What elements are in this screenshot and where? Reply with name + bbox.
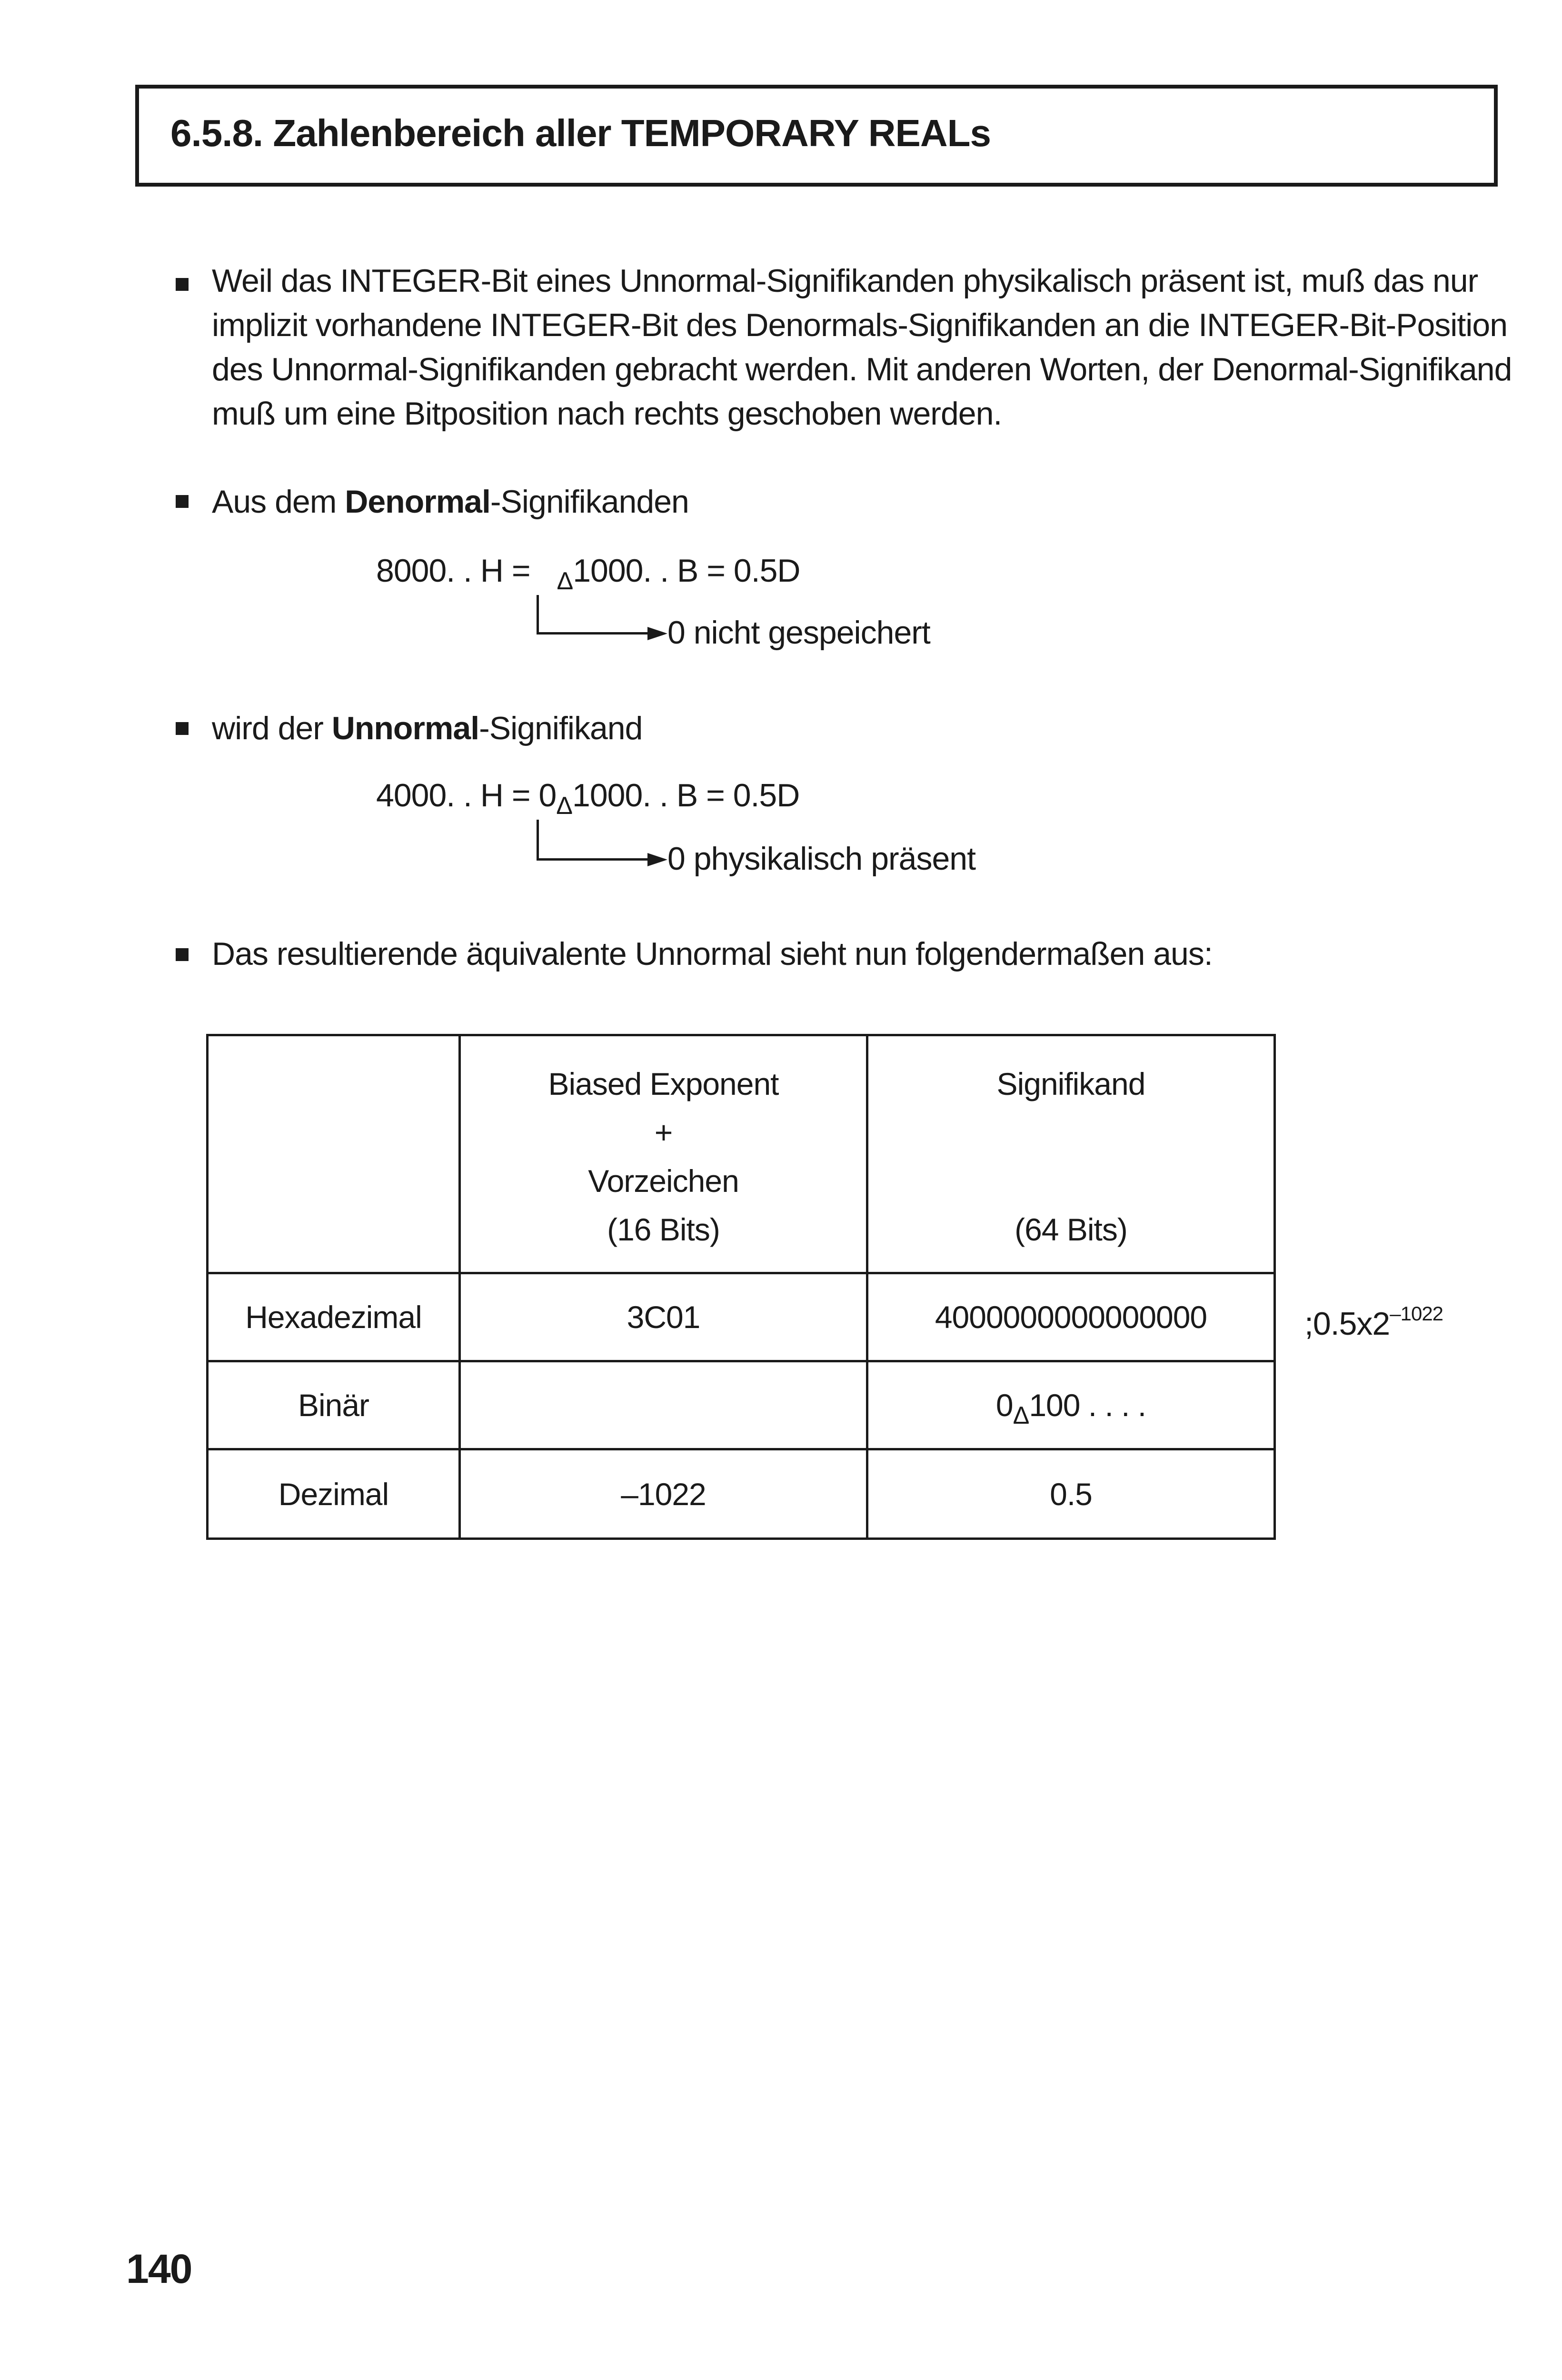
text-bold: Unnormal — [331, 710, 479, 746]
bracket-vertical — [537, 595, 539, 635]
binary-post: 100 . . . . — [1029, 1388, 1146, 1423]
header-signifikand-cell — [867, 1035, 1275, 1273]
equation-left: 4000. . H = 0 — [376, 777, 557, 813]
text-suffix: -Signifikanden — [490, 484, 689, 520]
header-line: (64 Bits) — [1015, 1211, 1127, 1247]
equation-2-note: 0 physikalisch präsent — [667, 841, 976, 877]
arrow-head-icon — [647, 852, 667, 868]
header-line: (16 Bits) — [607, 1211, 720, 1247]
bullet-icon — [176, 948, 189, 961]
section-title: 6.5.8. Zahlenbereich aller TEMPORARY REALs — [170, 112, 991, 154]
text-prefix: wird der — [212, 710, 332, 746]
text-bold: Denormal — [345, 484, 490, 520]
bracket-horizontal — [537, 632, 656, 635]
text-prefix: Aus dem — [212, 484, 345, 520]
bracket-vertical — [537, 820, 539, 861]
equation-2 — [376, 777, 800, 820]
equation-right: 1000. . B = 0.5D — [572, 777, 800, 813]
bullet-icon — [176, 278, 189, 291]
header-line: Vorzeichen — [588, 1163, 739, 1199]
header-exponent-cell — [460, 1035, 867, 1273]
header-line: Biased Exponent — [548, 1066, 779, 1101]
row-exponent — [460, 1361, 867, 1449]
side-note-base: ;0.5x2 — [1304, 1306, 1390, 1342]
paragraph-line: des Unnormal-Signifikanden gebracht werden. Mit anderen Worten, der Denormal-Signifikand — [212, 351, 1512, 387]
table-row — [208, 1273, 1275, 1361]
bullet-icon — [176, 722, 189, 735]
row-exponent: 3C01 — [460, 1273, 867, 1361]
arrow-head-icon — [647, 625, 667, 642]
paragraph-line: implizit vorhandene INTEGER-Bit des Denormals-Signifikanden an die INTEGER-Bit-Position — [212, 307, 1508, 343]
delta-symbol: Δ — [557, 567, 573, 595]
binary-pre: 0 — [995, 1388, 1013, 1423]
table-header-row — [208, 1035, 1275, 1273]
equation-right: 1000. . B = 0.5D — [573, 553, 800, 589]
delta-symbol: Δ — [1013, 1402, 1029, 1429]
paragraph-1 — [212, 259, 1512, 436]
side-note — [1304, 1302, 1443, 1342]
equation-left: 8000. . H = — [376, 553, 530, 589]
row-label: Dezimal — [208, 1449, 460, 1539]
paragraph-line: Weil das INTEGER-Bit eines Unnormal-Signifikanden physikalisch präsent ist, muß das nur — [212, 263, 1478, 299]
unnormal-table — [206, 1034, 1276, 1540]
text-suffix: -Signifikand — [479, 710, 643, 746]
row-signifikand — [867, 1361, 1275, 1449]
row-signifikand: 4000000000000000 — [867, 1273, 1275, 1361]
paragraph-2 — [212, 480, 689, 524]
header-line: + — [654, 1114, 673, 1150]
side-note-exponent: –1022 — [1390, 1302, 1443, 1325]
bullet-icon — [176, 495, 189, 508]
row-exponent: –1022 — [460, 1449, 867, 1539]
row-label: Hexadezimal — [208, 1273, 460, 1361]
equation-1-note: 0 nicht gespeichert — [667, 615, 930, 651]
paragraph-3 — [212, 706, 642, 751]
table-row — [208, 1449, 1275, 1539]
delta-symbol: Δ — [556, 792, 572, 820]
equation-1 — [376, 552, 800, 595]
page-number: 140 — [126, 2246, 192, 2292]
row-label: Binär — [208, 1361, 460, 1449]
table-row — [208, 1361, 1275, 1449]
paragraph-4: Das resultierende äquivalente Unnormal sieht nun folgendermaßen aus: — [212, 936, 1213, 972]
header-line: Signifikand — [996, 1066, 1145, 1101]
bracket-horizontal — [537, 858, 656, 861]
header-empty-cell — [208, 1035, 460, 1273]
row-signifikand: 0.5 — [867, 1449, 1275, 1539]
paragraph-line: muß um eine Bitposition nach rechts geschoben werden. — [212, 396, 1002, 432]
